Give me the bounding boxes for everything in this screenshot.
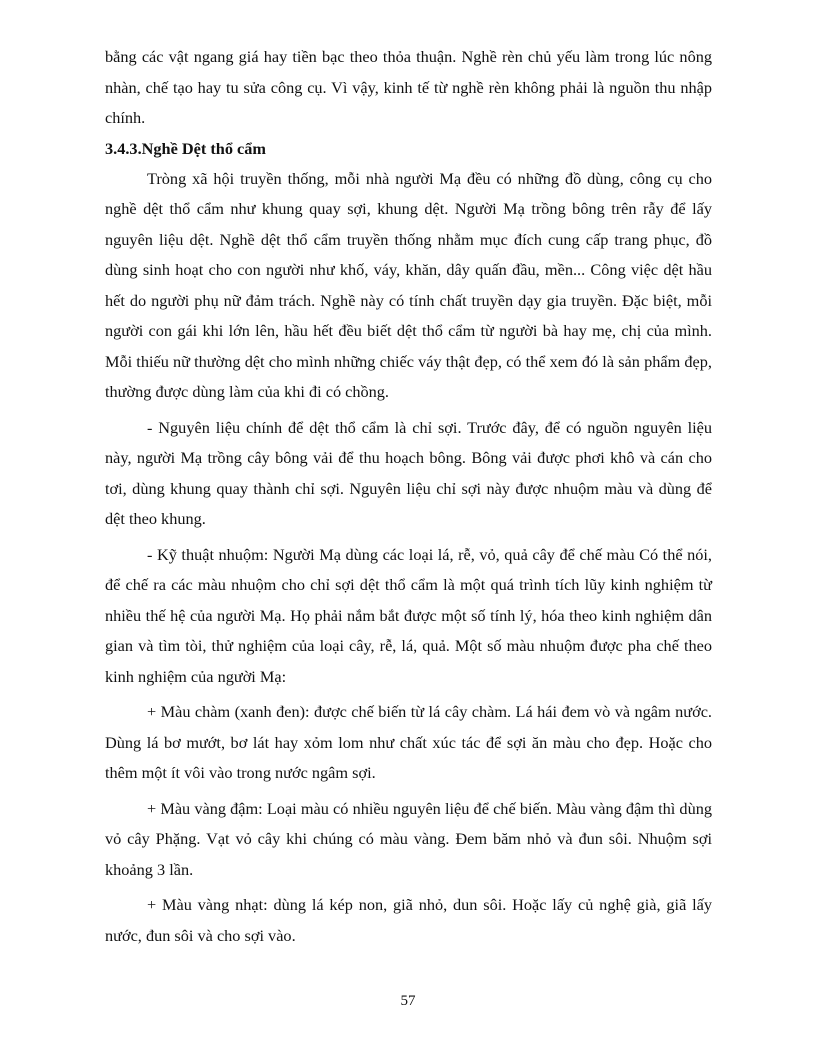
page-number: 57 (400, 993, 416, 1009)
paragraph-dyeing-technique: - Kỹ thuật nhuộm: Người Mạ dùng các loại lá, rễ, vỏ, quả cây để chế màu Có thể nói, để chế ra các màu nhuộm cho chỉ sợi dệt thổ cẩm là một quá trình tích lũy kinh nghiệm từ nhiều thế hệ của người Mạ. Họ phải nắm bắt được một số tính lý, hóa theo kinh nghiệm dân gian và tìm tòi, thử nghiệm của loại cây, rễ, lá, quả. Một số màu nhuộm được pha chế theo kinh nghiệm của người Mạ: (105, 544, 712, 686)
paragraph-raw-material: - Nguyên liệu chính để dệt thổ cẩm là chỉ sợi. Trước đây, để có nguồn nguyên liệu này, người Mạ trồng cây bông vải để thu hoạch bông. Bông vải được phơi khô và cán cho tơi, dùng khung quay thành chỉ sợi. Nguyên liệu chỉ sợi này được nhuộm màu và dùng để dệt theo khung. (105, 417, 712, 528)
paragraph-light-yellow-color: + Màu vàng nhạt: dùng lá kép non, giã nhỏ, dun sôi. Hoặc lấy củ nghệ già, giã lấy nước, đun sôi và cho sợi vào. (105, 895, 712, 945)
paragraph-indigo-color: + Màu chàm (xanh đen): được chế biến từ lá cây chàm. Lá hái đem vò và ngâm nước. Dùng lá bơ mướt, bơ lát hay xỏm lom như chất xúc tác để sợi ăn màu cho đẹp. Hoặc cho thêm một ít vôi vào trong nước ngâm sợi. (105, 702, 712, 782)
paragraph-intro: Tròng xã hội truyền thống, mỗi nhà người Mạ đều có những đồ dùng, công cụ cho nghề dệt thổ cẩm như khung quay sợi, khung dệt. Người Mạ trồng bông trên rẫy để lấy nguyên liệu dệt. Nghề dệt thổ cẩm truyền thống nhằm mục đích cung cấp trang phục, đồ dùng sinh hoạt cho con người như khố, váy, khăn, dây quấn đầu, mền... Công việc dệt hầu hết do người phụ nữ đảm trách. Nghề này có tính chất truyền dạy gia truyền. Đặc biệt, mỗi người con gái khi lớn lên, hầu hết đều biết dệt thổ cẩm từ người bà hay mẹ, chị của mình. Mỗi thiếu nữ thường dệt cho mình những chiếc váy thật đẹp, có thể xem đó là sản phẩm đẹp, thường được dùng làm của khi đi có chồng. (105, 168, 712, 401)
section-heading: 3.4.3.Nghề Dệt thổ cẩm (105, 138, 266, 158)
document-page (105, 42, 712, 951)
paragraph-dark-yellow-color: + Màu vàng đậm: Loại màu có nhiều nguyên liệu để chế biến. Màu vàng đậm thì dùng vỏ cây Phặng. Vạt vỏ cây khi chúng có màu vàng. Đem băm nhỏ và đun sôi. Nhuộm sợi khoảng 3 lần. (105, 798, 712, 879)
paragraph-continuation: bằng các vật ngang giá hay tiền bạc theo thỏa thuận. Nghề rèn chủ yếu làm trong lúc nông nhàn, chế tạo hay tu sửa công cụ. Vì vậy, kinh tế từ nghề rèn không phải là nguồn thu nhập chính. (105, 47, 712, 127)
